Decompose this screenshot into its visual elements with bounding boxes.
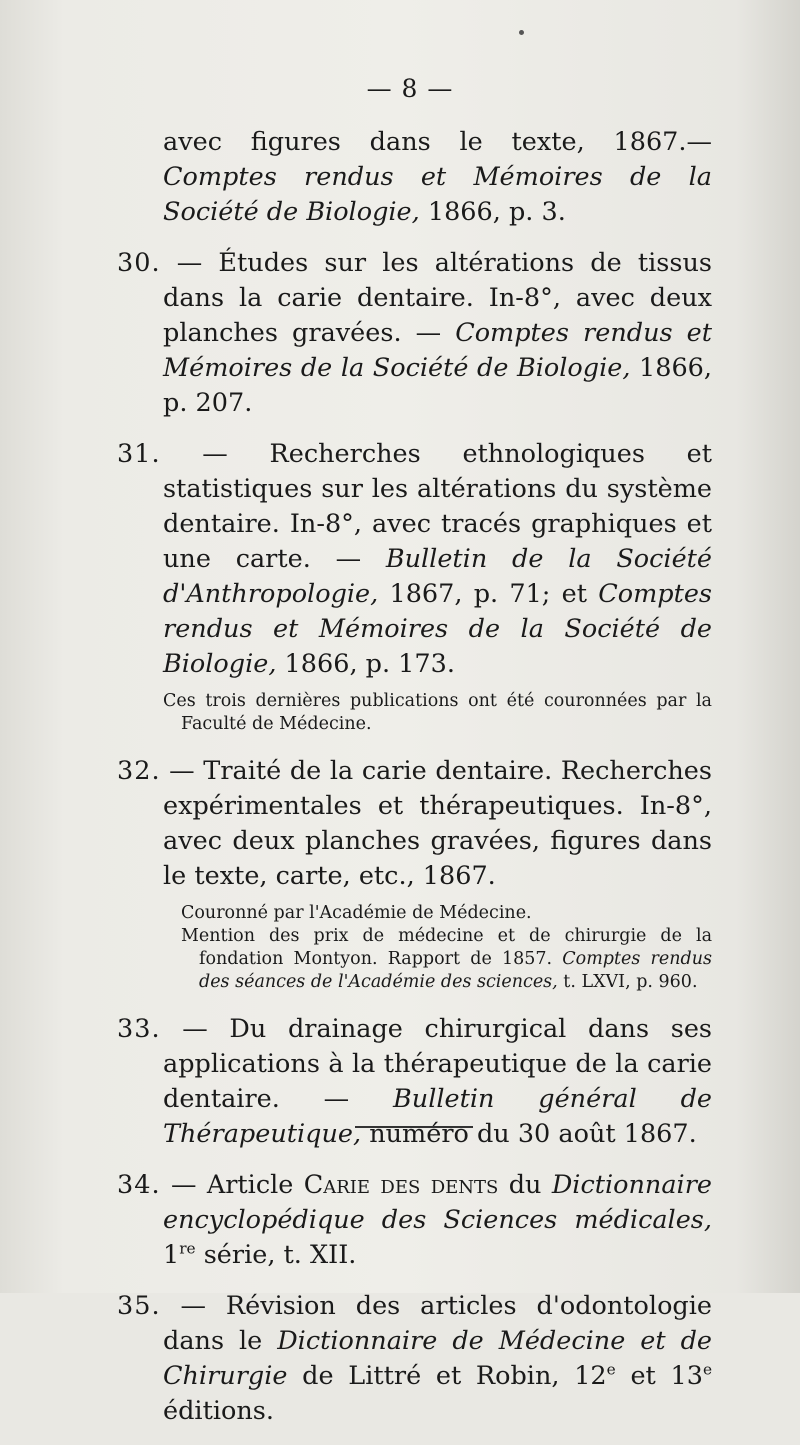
entry-text: de Littré et Robin, 12 bbox=[287, 1361, 607, 1391]
ink-speck bbox=[519, 30, 524, 35]
page-number: — 8 — bbox=[366, 74, 454, 103]
entry-superscript: e bbox=[702, 1360, 713, 1379]
entry-34 bbox=[117, 1168, 712, 1273]
entry-number: 34. bbox=[117, 1170, 161, 1200]
entry-text: 1866, p. 3. bbox=[419, 197, 566, 227]
note-text: Couronné par l'Académie de Médecine. bbox=[181, 903, 532, 923]
entry-30 bbox=[117, 246, 712, 421]
entry-text: — Recherches ethnologiques et statistiques sur les altérations du système dentaire. In-8°, avec tracés graphiques et une carte. — bbox=[160, 439, 712, 574]
entry-text: 1866, p. 207. bbox=[163, 353, 712, 418]
entry-text: — Du drainage chirurgical dans ses applications à la thérapeutique de la carie dentaire. — bbox=[160, 1014, 712, 1114]
entry-superscript: re bbox=[179, 1239, 196, 1258]
entry-text: numéro du 30 août 1867. bbox=[361, 1119, 697, 1149]
entry-italic: Dictionnaire de Médecine et de Chirurgie bbox=[163, 1326, 712, 1391]
entry-italic: Bulletin général de Thérapeutique, bbox=[163, 1084, 712, 1149]
entry-superscript: e bbox=[606, 1360, 616, 1379]
note-text: Mention des prix de médecine et de chirurgie de la fondation Montyon. Rapport de 1857. bbox=[181, 926, 712, 969]
entry-32 bbox=[117, 754, 712, 894]
end-rule bbox=[355, 1126, 473, 1128]
entry-35 bbox=[117, 1289, 712, 1429]
entry-text: — Traité de la carie dentaire. Recherches expérimentales et thérapeutiques. In-8°, avec deux planches gravées, figures dans le texte, carte, etc., 1867. bbox=[160, 756, 712, 891]
entry-continuation bbox=[117, 125, 712, 230]
entry-text: éditions. bbox=[163, 1396, 274, 1426]
note-text-mention bbox=[181, 925, 712, 994]
entry-number: 31. bbox=[117, 439, 161, 469]
entry-note bbox=[163, 902, 712, 994]
entry-number: 32. bbox=[117, 756, 161, 786]
entry-note bbox=[163, 690, 712, 736]
entry-text: avec figures dans le texte, 1867.— bbox=[163, 127, 712, 157]
bibliography-list bbox=[117, 125, 712, 1445]
entry-text: et 13 bbox=[615, 1361, 703, 1391]
entry-number: 35. bbox=[117, 1291, 161, 1321]
entry-italic: Comptes rendus et Mémoires de la Société de Biologie, bbox=[163, 318, 712, 383]
entry-italic: Comptes rendus et Mémoires de la Société de Biologie, bbox=[163, 162, 712, 227]
entry-33 bbox=[117, 1012, 712, 1152]
entry-text: — Révision des articles d'odontologie dans le bbox=[160, 1291, 712, 1356]
note-text: Ces trois dernières publications ont été couronnées par la Faculté de Médecine. bbox=[163, 691, 712, 734]
entry-italic: Comptes rendus et Mémoires de la Société de Biologie, bbox=[163, 579, 712, 679]
entry-text: — Article bbox=[160, 1170, 304, 1200]
entry-text: 1867, p. 71; et bbox=[378, 579, 599, 609]
entry-smallcaps: Carie des dents bbox=[303, 1170, 499, 1200]
entry-text: 1 bbox=[163, 1240, 180, 1270]
entry-text: — Études sur les altérations de tissus dans la carie dentaire. In-8°, avec deux planches gravées. — bbox=[160, 248, 712, 348]
entry-italic: Bulletin de la Société d'Anthropologie, bbox=[163, 544, 713, 609]
note-text: t. LXVI, p. 960. bbox=[557, 972, 698, 992]
entry-number: 30. bbox=[117, 248, 161, 278]
entry-text: 1866, p. 173. bbox=[276, 649, 455, 679]
entry-31 bbox=[117, 437, 712, 682]
note-italic: Comptes rendus des séances de l'Académie des sciences, bbox=[199, 949, 712, 992]
entry-italic: Dictionnaire encyclopédique des Sciences médicales, bbox=[163, 1170, 712, 1235]
entry-text: du bbox=[498, 1170, 552, 1200]
entry-text: série, t. XII. bbox=[195, 1240, 357, 1270]
entry-number: 33. bbox=[117, 1014, 161, 1044]
